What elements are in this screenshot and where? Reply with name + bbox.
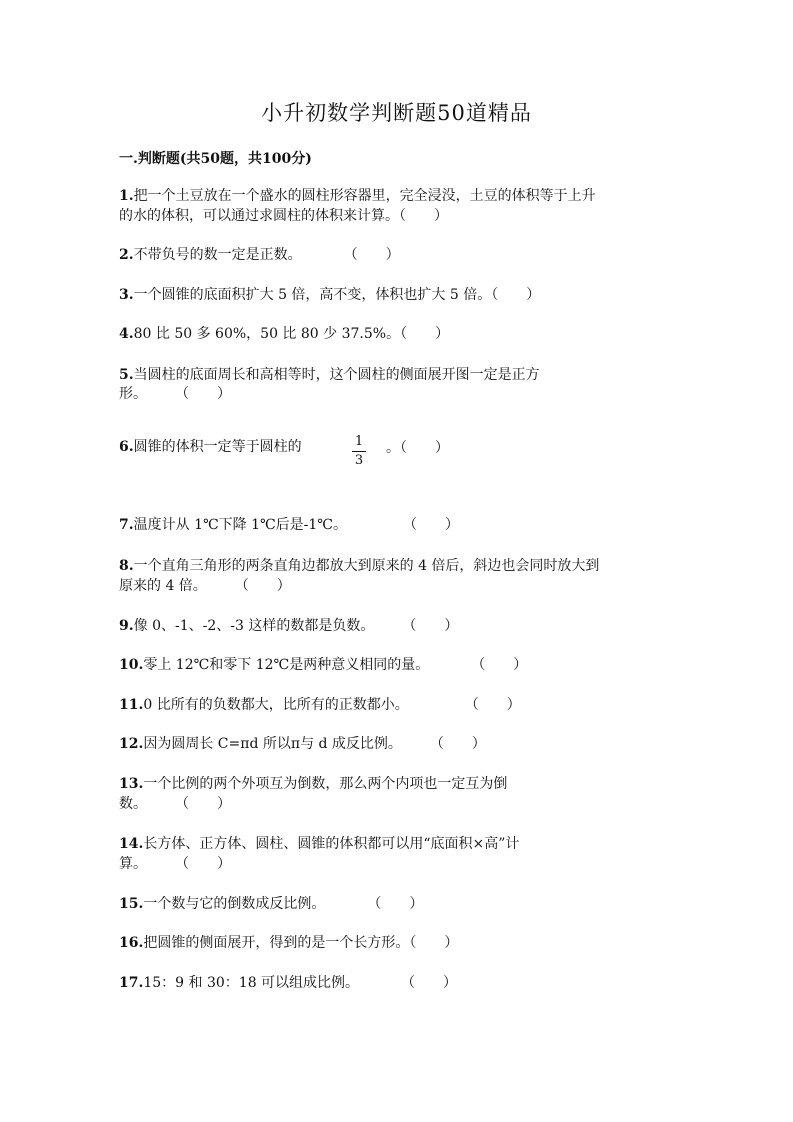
question-1 (119, 186, 596, 207)
question-text: 80 比 50 多 60%，50 比 80 少 37.5%。（ ） (133, 326, 450, 342)
question-number: 8. (119, 558, 134, 574)
question-text: 原来的 4 倍。 （ ） (119, 578, 291, 594)
question-number: 3. (119, 287, 134, 303)
page-title: 小升初数学判断题50道精品 (261, 101, 532, 125)
question-number: 9. (119, 618, 134, 634)
question-12 (119, 734, 486, 755)
question-13-line-2 (119, 794, 231, 815)
question-number: 7. (119, 517, 134, 533)
question-text: 一个圆锥的底面积扩大 5 倍，高不变，体积也扩大 5 倍。（ ） (133, 287, 541, 303)
question-5 (119, 365, 540, 386)
question-15 (119, 894, 423, 915)
question-text: 15：9 和 30：18 可以组成比例。 （ ） (143, 975, 458, 991)
question-number: 12. (119, 736, 144, 752)
question-7 (119, 515, 459, 536)
question-number: 2. (119, 247, 134, 263)
question-1-line-2 (119, 206, 448, 227)
question-5-line-2 (119, 384, 231, 405)
question-6 (119, 437, 302, 458)
question-text: 形。 （ ） (119, 386, 231, 402)
question-text: 圆锥的体积一定等于圆柱的 (133, 439, 302, 455)
question-4 (119, 324, 449, 345)
question-number: 17. (119, 975, 144, 991)
question-number: 4. (119, 326, 134, 342)
question-text: 不带负号的数一定是正数。 （ ） (133, 247, 400, 263)
question-text: 一个比例的两个外项互为倒数，那么两个内项也一定互为倒 (143, 776, 508, 792)
question-8 (119, 556, 599, 577)
question-number: 14. (119, 836, 144, 852)
question-text: 把一个土豆放在一个盛水的圆柱形容器里，完全浸没，土豆的体积等于上升 (133, 188, 596, 204)
question-text: 一个直角三角形的两条直角边都放大到原来的 4 倍后，斜边也会同时放大到 (133, 558, 600, 574)
section-heading: 一.判断题(共50题，共100分) (119, 151, 312, 167)
question-number: 1. (119, 188, 134, 204)
question-14 (119, 834, 519, 855)
question-text: 数。 （ ） (119, 796, 231, 812)
question-6-tail: 。（ ） (386, 440, 449, 456)
question-text: 0 比所有的负数都大，比所有的正数都小。 （ ） (143, 697, 521, 713)
question-16 (119, 933, 458, 954)
question-2 (119, 245, 400, 266)
question-text: 长方体、正方体、圆柱、圆锥的体积都可以用“底面积×高”计 (143, 836, 520, 852)
question-text: 温度计从 1℃下降 1℃后是-1℃。 （ ） (133, 517, 459, 533)
question-number: 10. (119, 657, 144, 673)
fraction-one-third (352, 434, 366, 469)
question-text: 的水的体积，可以通过求圆柱的体积来计算。（ ） (119, 208, 448, 224)
question-text: 因为圆周长 C=πd 所以π与 d 成反比例。 （ ） (143, 736, 486, 752)
fraction-denominator: 3 (354, 453, 364, 468)
question-number: 13. (119, 776, 144, 792)
question-number: 11. (119, 697, 144, 713)
question-10 (119, 655, 527, 676)
fraction-numerator: 1 (354, 434, 364, 449)
question-number: 6. (119, 439, 134, 455)
question-11 (119, 695, 521, 716)
question-17 (119, 973, 457, 994)
question-text: 零上 12℃和零下 12℃是两种意义相同的量。 （ ） (143, 657, 528, 673)
question-text: 算。 （ ） (119, 856, 231, 872)
question-13 (119, 774, 507, 795)
fraction-bar (352, 451, 366, 452)
question-text: 当圆柱的底面周长和高相等时，这个圆柱的侧面展开图一定是正方 (133, 367, 540, 383)
question-number: 5. (119, 367, 134, 383)
question-text: 一个数与它的倒数成反比例。 （ ） (143, 896, 424, 912)
question-14-line-2 (119, 854, 231, 875)
question-8-line-2 (119, 576, 291, 597)
question-number: 16. (119, 935, 144, 951)
question-3 (119, 285, 540, 306)
question-9 (119, 616, 458, 637)
question-text: 把圆锥的侧面展开，得到的是一个长方形。（ ） (143, 935, 459, 951)
question-number: 15. (119, 896, 144, 912)
question-text: 像 0、-1、-2、-3 这样的数都是负数。 （ ） (133, 618, 459, 634)
